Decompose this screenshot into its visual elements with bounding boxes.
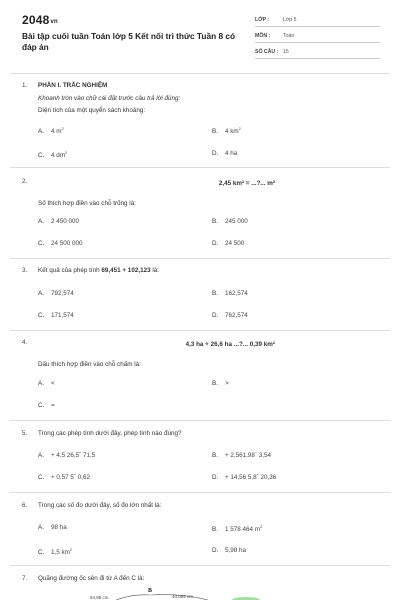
option-c[interactable]: C. 1,5 $km^2$ bbox=[38, 547, 73, 557]
question-number: 5. bbox=[22, 430, 28, 437]
option-c[interactable]: C. 171,574 bbox=[38, 312, 74, 319]
divider bbox=[10, 492, 390, 493]
option-b[interactable]: B. 4 $km^2$ bbox=[212, 126, 241, 136]
option-a[interactable]: A. 4 $m^2$ bbox=[38, 126, 64, 136]
divider bbox=[10, 565, 390, 566]
option-d[interactable]: D. 4 ha bbox=[212, 150, 238, 157]
question-stem: Kết quả của phép tính 69,451 + 102,123 là: bbox=[38, 267, 159, 274]
option-a[interactable]: A. 792,574 bbox=[38, 290, 74, 297]
option-a[interactable]: A. 98 ha bbox=[38, 524, 67, 531]
point-b-label: B bbox=[148, 588, 153, 594]
question-equation: 4,3 ha + 26,6 ha ...?... 0,39 km² bbox=[185, 341, 275, 348]
instruction-text: Khoanh tròn vào chữ cái đặt trước câu trả lời đúng: bbox=[38, 95, 181, 102]
meta-subject: MÔN : Toán bbox=[255, 30, 380, 43]
option-b[interactable]: B. 162,574 bbox=[212, 290, 248, 297]
question-equation: 2,45 km² = ...?... m² bbox=[218, 180, 275, 187]
question-number: 7. bbox=[22, 575, 28, 582]
divider bbox=[10, 258, 390, 259]
question-number: 4. bbox=[22, 339, 28, 346]
document-title: Bài tập cuối tuần Toán lớp 5 Kết nối tri thức Tuần 8 có đáp án bbox=[22, 31, 236, 52]
option-c[interactable]: C. 4 $dm^2$ bbox=[38, 150, 68, 160]
option-a[interactable]: A. 2 450 000 bbox=[38, 218, 80, 225]
option-c[interactable]: C. = bbox=[38, 402, 55, 409]
option-b[interactable]: B. > bbox=[212, 380, 229, 387]
path-ab bbox=[116, 595, 150, 600]
site-logo[interactable]: 2048vn bbox=[22, 13, 58, 27]
segment-ab-length: 54,85 cm bbox=[90, 595, 109, 600]
path-diagram bbox=[88, 583, 288, 600]
option-d[interactable]: D. + 14,56 5,8‾ 20,36 bbox=[212, 474, 277, 481]
section-heading: PHẦN I. TRẮC NGHIỆM bbox=[38, 82, 108, 89]
question-stem: Diện tích của một quyển sách khoảng: bbox=[38, 107, 146, 114]
question-number: 1. bbox=[22, 82, 28, 89]
divider bbox=[10, 420, 390, 421]
option-c[interactable]: C. + 0,57 5‾ 0,62 bbox=[38, 474, 91, 481]
option-a[interactable]: A. < bbox=[38, 380, 55, 387]
option-a[interactable]: A. + 4,5 26,5‾ 71,5 bbox=[38, 452, 96, 459]
option-b[interactable]: B. 1 578 464 $m^2$ bbox=[212, 524, 263, 534]
question-stem: Quãng đường ốc sên đi từ A đến C là: bbox=[38, 575, 145, 582]
question-number: 2. bbox=[22, 178, 28, 185]
question-number: 6. bbox=[22, 502, 28, 509]
option-b[interactable]: B. + 2,561,98‾ 3,54 bbox=[212, 452, 272, 459]
question-stem: Số thích hợp điền vào chỗ trống là: bbox=[38, 200, 136, 207]
option-d[interactable]: D. 24 500 bbox=[212, 240, 245, 247]
question-stem: Trong các số đo dưới đây, số đo lớn nhất là: bbox=[38, 502, 162, 509]
segment-bc-length: 40,095 cm bbox=[172, 594, 194, 599]
question-number: 3. bbox=[22, 267, 28, 274]
divider bbox=[10, 167, 390, 168]
divider bbox=[10, 330, 390, 331]
meta-question-count: SỐ CÂU : 15 bbox=[255, 46, 380, 59]
option-d[interactable]: D. 5,98 ha bbox=[212, 547, 247, 554]
divider bbox=[10, 73, 390, 74]
option-d[interactable]: D. 762,574 bbox=[212, 312, 248, 319]
option-b[interactable]: B. 245 000 bbox=[212, 218, 248, 225]
document-header bbox=[0, 0, 400, 70]
meta-class: LỚP : Lớp 5 bbox=[255, 14, 380, 27]
question-stem: Dấu thích hợp điền vào chỗ chấm là: bbox=[38, 361, 141, 368]
question-stem: Trong các phép tính dưới đây, phép tính nào đúng? bbox=[38, 430, 182, 437]
option-c[interactable]: C. 24 500 000 bbox=[38, 240, 83, 247]
